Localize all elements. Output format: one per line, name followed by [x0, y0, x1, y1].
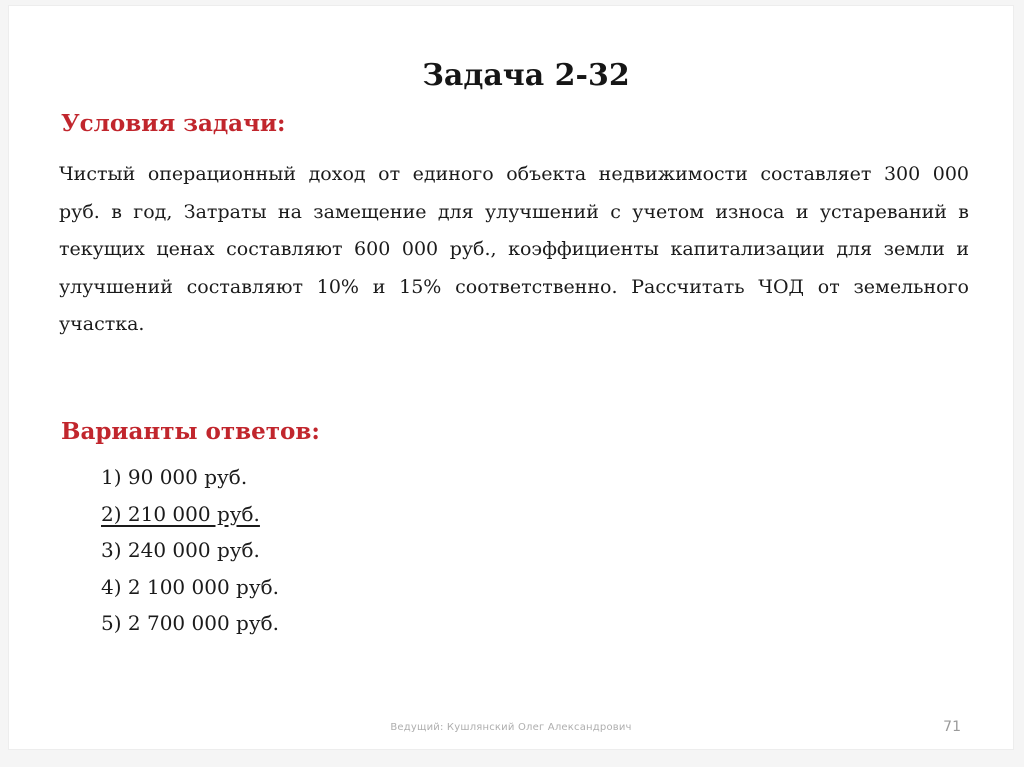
conditions-line: руб. в год, Затраты на замещение для улучшений с учетом износа и устареваний в — [59, 200, 969, 223]
answer-option: 5) 2 700 000 руб. — [101, 611, 279, 635]
page-number: 71 — [943, 719, 961, 735]
answer-option: 4) 2 100 000 руб. — [101, 574, 279, 599]
answer-option: 2) 210 000 руб. — [101, 501, 260, 526]
conditions-line: текущих ценах составляют 600 000 руб., коэффициенты капитализации для земли и — [59, 238, 969, 260]
answer-option: 3) 240 000 руб. — [101, 538, 260, 562]
conditions-line: участка. — [59, 313, 145, 335]
answers-list — [101, 459, 279, 642]
slide-title: Задача 2-32 — [422, 58, 630, 93]
conditions-text — [59, 156, 969, 344]
slide — [8, 5, 1014, 750]
conditions-heading: Условия задачи: — [61, 110, 286, 137]
answers-heading: Варианты ответов: — [61, 418, 320, 445]
slide-footer — [9, 718, 1013, 740]
answer-option: 1) 90 000 руб. — [101, 465, 248, 489]
presenter-credit: Ведущий: Кушлянский Олег Александрович — [390, 722, 632, 733]
conditions-line: Чистый операционный доход от единого объекта недвижимости составляет 300 000 — [59, 163, 969, 185]
conditions-line: улучшений составляют 10% и 15% соответственно. Рассчитать ЧОД от земельного — [59, 275, 969, 298]
